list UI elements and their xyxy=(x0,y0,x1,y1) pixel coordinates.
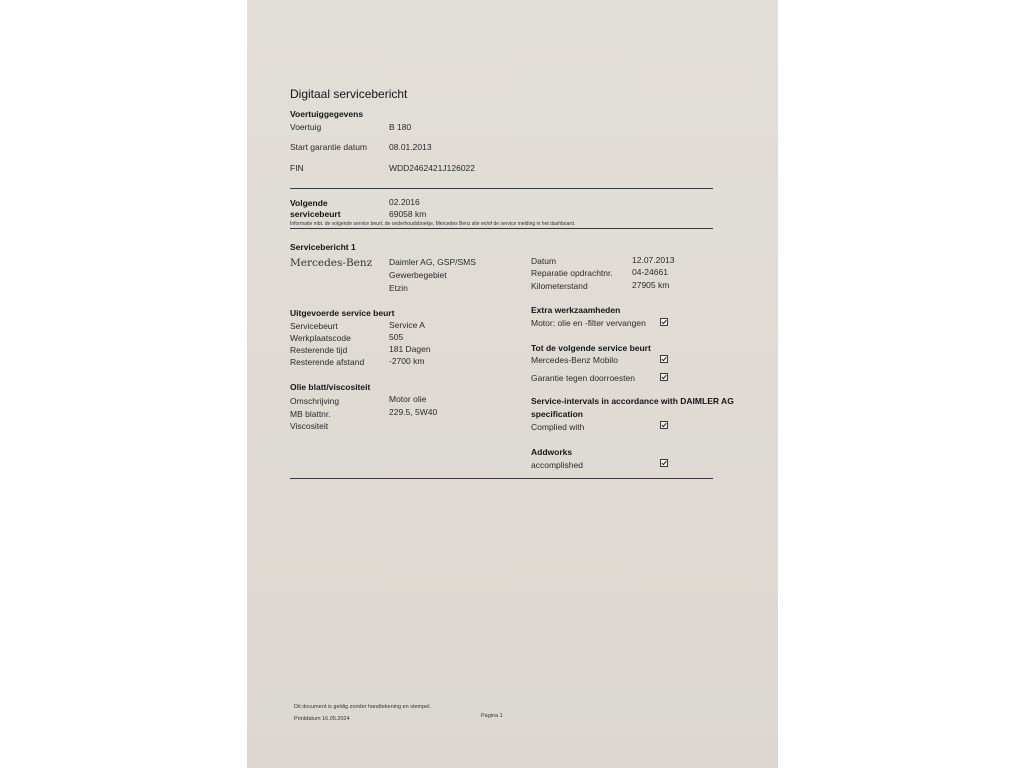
document-title: Digitaal servicebericht xyxy=(290,87,408,101)
vehicle-value: B 180 xyxy=(389,122,412,132)
checkmark-icon xyxy=(661,319,667,325)
date-value: 12.07.2013 xyxy=(632,255,675,265)
next-service-date: 02.2016 xyxy=(389,197,420,207)
next-service-heading-line1: Volgende xyxy=(290,198,328,208)
dealer-address-line: Etzin xyxy=(389,283,408,293)
page-number: Pagina 1 xyxy=(481,713,503,719)
next-service-heading-line2: servicebeurt xyxy=(290,209,341,219)
fin-label: FIN xyxy=(290,163,304,173)
divider xyxy=(290,478,713,479)
remaining-time-label: Resterende tijd xyxy=(290,345,348,355)
oil-description-label: Omschrijving xyxy=(290,396,340,406)
checkbox-checked xyxy=(660,318,668,326)
divider xyxy=(290,228,713,229)
repair-order-label: Reparatie opdrachtnr. xyxy=(531,268,613,278)
mobilo-item: Mercedes-Benz Mobilo xyxy=(531,355,618,365)
addworks-heading: Addworks xyxy=(531,447,573,457)
service-type-value: Service A xyxy=(389,320,425,330)
checkbox-checked xyxy=(660,355,668,363)
checkmark-icon xyxy=(661,374,667,380)
remaining-time-value: 181 Dagen xyxy=(389,344,431,354)
oil-description-value: Motor olie xyxy=(389,394,427,404)
accomplished-item: accomplished xyxy=(531,460,583,470)
rust-warranty-item: Garantie tegen doorroesten xyxy=(531,373,635,383)
checkbox-checked xyxy=(660,421,668,429)
fin-value: WDD2462421J126022 xyxy=(389,163,476,173)
checkmark-icon xyxy=(661,356,667,362)
print-date: Printdatum 16.05.2024 xyxy=(294,716,350,722)
validity-note: Dit document is geldig zonder handtekening en stempel. xyxy=(294,704,431,710)
intervals-heading-line1: Service-intervals in accordance with DAIMLER AG xyxy=(531,396,734,406)
odometer-value: 27905 km xyxy=(632,280,670,290)
warranty-start-label: Start garantie datum xyxy=(290,142,368,152)
mb-sheet-label: MB blattnr. xyxy=(290,409,331,419)
performed-heading: Uitgevoerde service beurt xyxy=(290,308,395,318)
extra-work-item: Motor: olie en -filter vervangen xyxy=(531,318,646,328)
service-type-label: Servicebeurt xyxy=(290,321,338,331)
vehicle-heading: Voertuiggegevens xyxy=(290,109,364,119)
workshop-code-value: 505 xyxy=(389,332,404,342)
dealer-address-line: Gewerbegebiet xyxy=(389,270,447,280)
workshop-code-label: Werkplaatscode xyxy=(290,333,351,343)
divider xyxy=(290,188,713,189)
checkbox-checked xyxy=(660,373,668,381)
remaining-distance-label: Resterende afstand xyxy=(290,357,365,367)
vehicle-label: Voertuig xyxy=(290,122,322,132)
mb-sheet-value: 229.5, 5W40 xyxy=(389,407,438,417)
checkmark-icon xyxy=(661,460,667,466)
warranty-start-value: 08.01.2013 xyxy=(389,142,432,152)
extra-work-heading: Extra werkzaamheden xyxy=(531,305,621,315)
odometer-label: Kilometerstand xyxy=(531,281,588,291)
document-page xyxy=(247,0,778,768)
report-heading: Servicebericht 1 xyxy=(290,242,356,252)
date-label: Datum xyxy=(531,256,557,266)
intervals-heading-line2: specification xyxy=(531,409,583,419)
dealer-address-line: Daimler AG, GSP/SMS xyxy=(389,257,476,267)
remaining-distance-value: -2700 km xyxy=(389,356,425,366)
next-service-km: 69058 km xyxy=(389,209,427,219)
viscosity-label: Viscositeit xyxy=(290,421,329,431)
repair-order-value: 04-24661 xyxy=(632,267,668,277)
mercedes-benz-wordmark: Mercedes-Benz xyxy=(290,257,373,269)
checkmark-icon xyxy=(661,422,667,428)
next-service-note: Informatie mbt. de volgende service beurt, de onderhoudsboekje, Mercedes Benz site en/of de service melding in het dashboard. xyxy=(290,221,576,227)
oil-heading: Olie blatt/viscositeit xyxy=(290,382,371,392)
complied-item: Complied with xyxy=(531,422,585,432)
checkbox-checked xyxy=(660,459,668,467)
until-next-heading: Tot de volgende service beurt xyxy=(531,343,651,353)
